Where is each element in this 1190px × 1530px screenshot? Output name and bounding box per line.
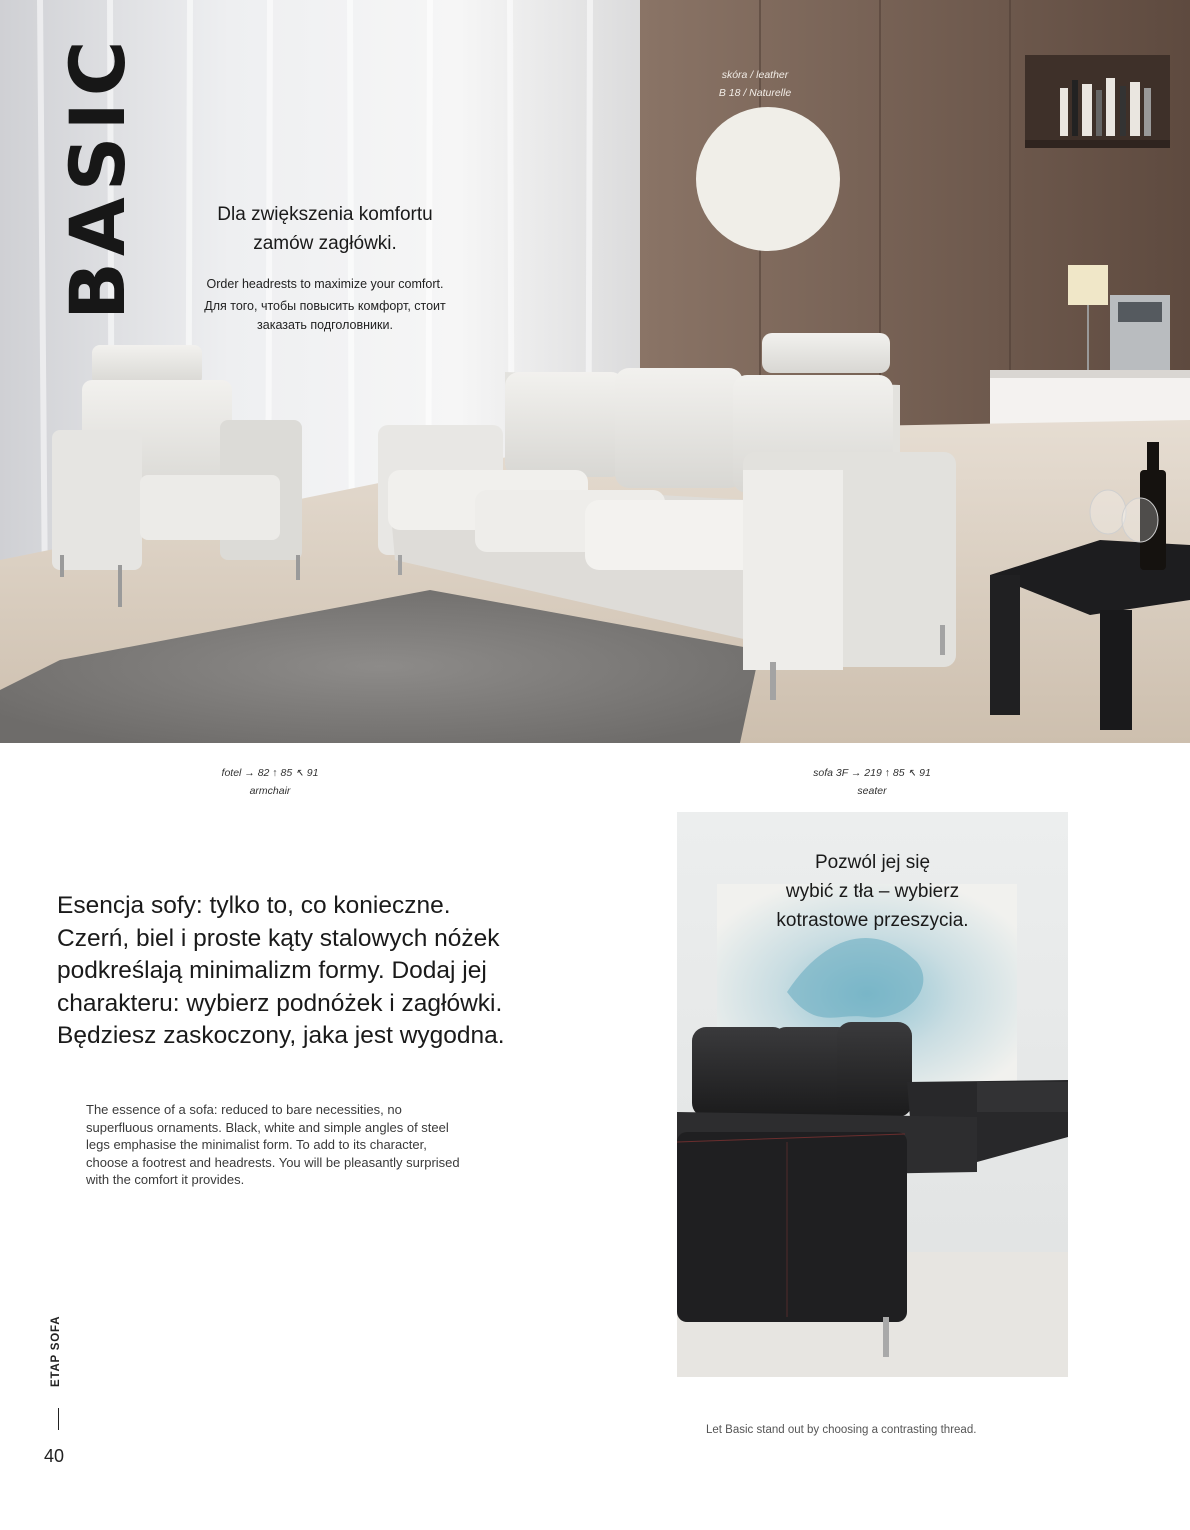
section-label: ETAP SOFA — [50, 1315, 62, 1387]
page-number: 40 — [44, 1446, 65, 1466]
swatch-label: skóra / leather B 18 / Naturelle — [718, 69, 792, 99]
hero-subtext — [150, 275, 500, 338]
hero-headline: Dla zwiększenia komfortu zamów zagłówki. — [217, 204, 433, 254]
brand-title: BASIC — [53, 34, 142, 320]
lead-paragraph: Esencja sofy: tylko to, co konieczne. Czerń, biel i proste kąty stalowych nóżek podkreślają minimalizm formy. Dodaj jej charakteru: wybierz podnóżek i zagłówki. Będziesz zaskoczony, jaka jest wygodna. — [57, 892, 505, 1049]
hero-photo — [0, 0, 1190, 743]
leather-swatch — [696, 107, 840, 251]
photo2-headline: Pozwól jej się wybić z tła – wybierz kotrastowe przeszycia. — [776, 852, 969, 931]
sofa-caption: sofa 3F → 219 ↑ 85 ↖ 91 seater — [813, 767, 931, 797]
hero-english-text: Order headrests to maximize your comfort. — [206, 277, 444, 291]
photo2-caption: Let Basic stand out by choosing a contrasting thread. — [706, 1424, 977, 1436]
page-divider — [58, 1408, 59, 1430]
english-paragraph: The essence of a sofa: reduced to bare necessities, no superfluous ornaments. Black, white and simple angles of steel legs emphasise the minimalist form. To add to its character, choose a footrest and headrests. You will be pleasantly surprised with the comfort it provides. — [86, 1102, 460, 1187]
armchair-caption: fotel → 82 ↑ 85 ↖ 91 armchair — [221, 767, 319, 797]
hero-russian-text: Для того, чтобы повысить комфорт, стоит заказать подголовники. — [204, 299, 446, 332]
living-room-scene — [0, 0, 1190, 743]
